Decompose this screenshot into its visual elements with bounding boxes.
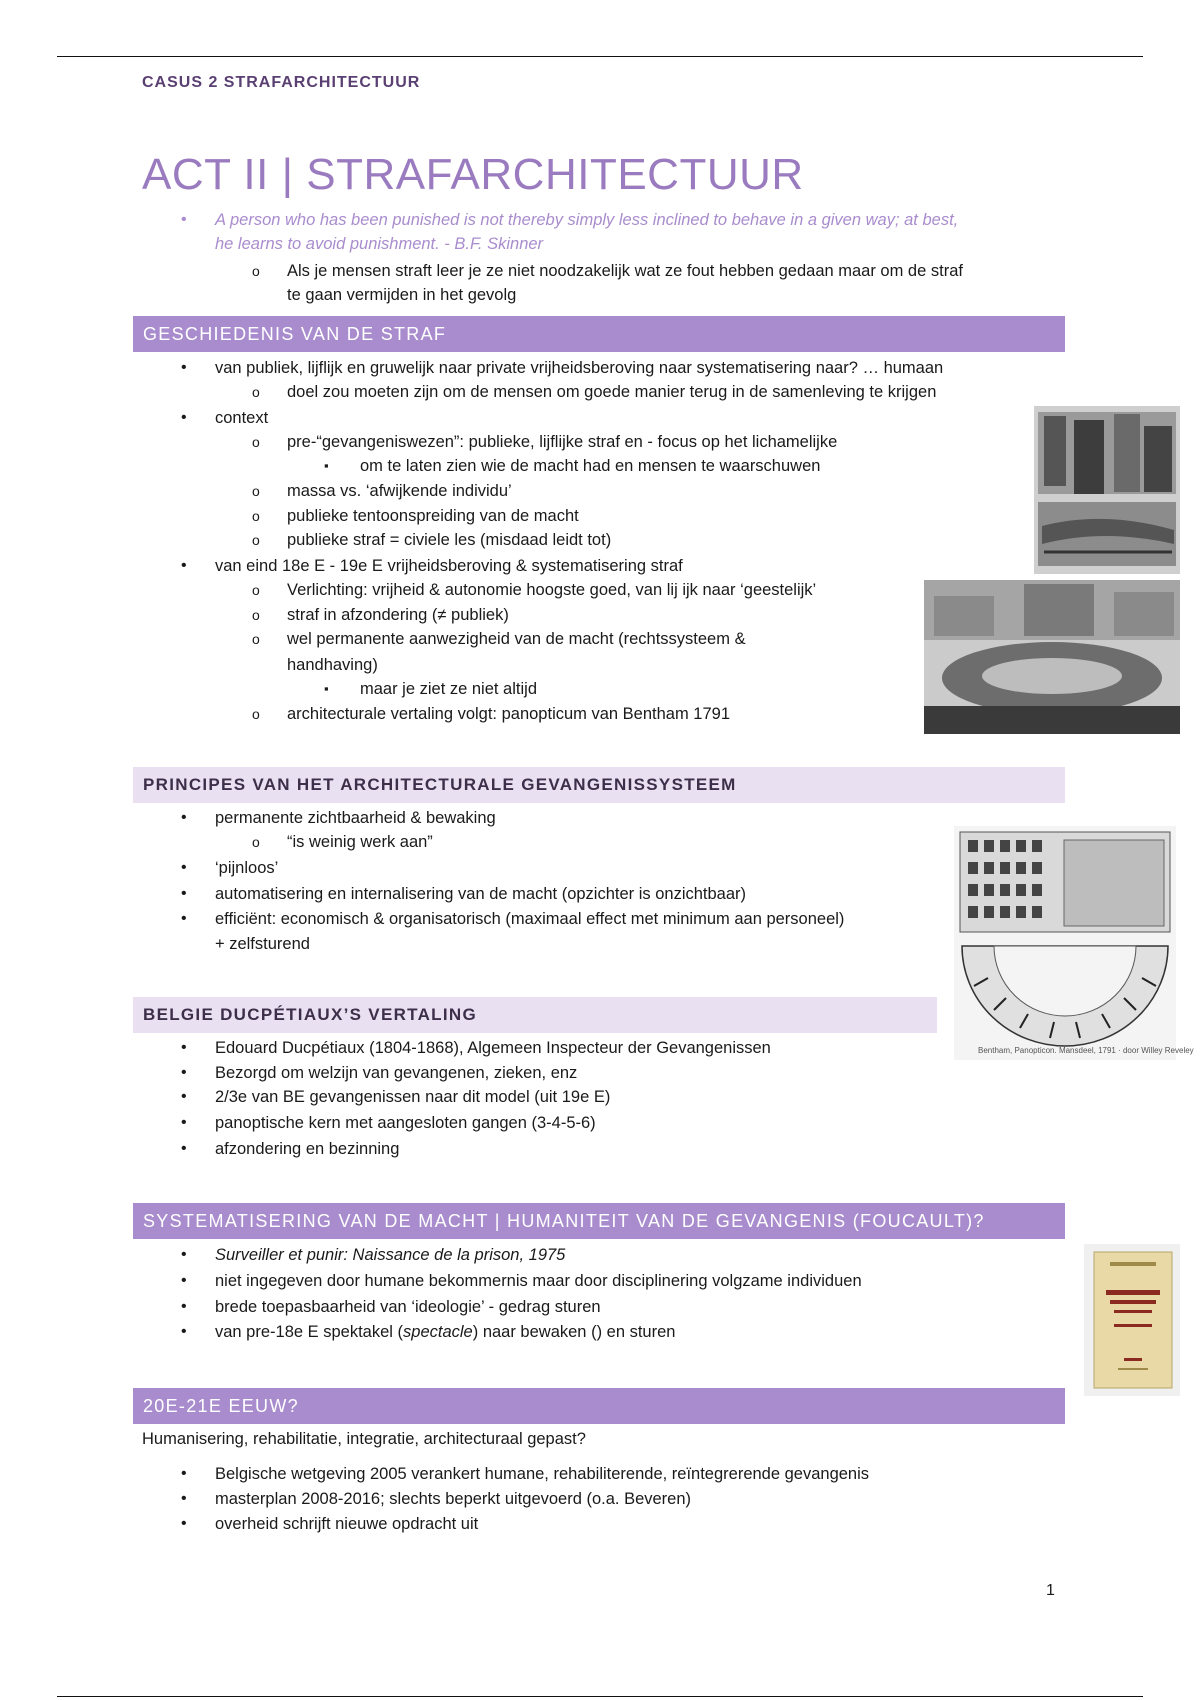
list-item-text: + zelfsturend (215, 935, 310, 953)
list-item-text: overheid schrijft nieuwe opdracht uit (215, 1515, 479, 1533)
quote-text-1: A person who has been punished is not thereby simply less inclined to behave in a given way; at best, (215, 211, 959, 229)
list-item-text-part: ) naar bewaken () en sturen (472, 1323, 676, 1341)
list-item-text: massa vs. ‘afwijkende individu’ (287, 482, 512, 500)
bottom-rule (57, 1696, 1143, 1697)
list-item-text: “is weinig werk aan” (287, 833, 433, 851)
page-number: 1 (1046, 1582, 1055, 1599)
list-item-text: niet ingegeven door humane bekommernis maar door disciplinering volgzame individuen (215, 1272, 862, 1290)
list-item-text: handhaving) (287, 656, 378, 674)
list-item-text: afzondering en bezinning (215, 1140, 400, 1158)
list-item-text: panoptische kern met aangesloten gangen (3-4-5-6) (215, 1114, 596, 1132)
section-heading-principes: PRINCIPES VAN HET ARCHITECTURALE GEVANGENISSYSTEEM (133, 767, 1065, 803)
section-intro: Humanisering, rehabilitatie, integratie, architecturaal gepast? (142, 1430, 586, 1448)
list-item-text: Belgische wetgeving 2005 verankert humane, rehabiliterende, reïntegrerende gevangenis (215, 1465, 870, 1483)
woodcut-image (1034, 406, 1180, 574)
list-item-text: masterplan 2008-2016; slechts beperkt uitgevoerd (o.a. Beveren) (215, 1490, 692, 1508)
list-item-text: maar je ziet ze niet altijd (360, 680, 537, 698)
list-item-text: publieke tentoonspreiding van de macht (287, 507, 579, 525)
list-item-text: Edouard Ducpétiaux (1804-1868), Algemeen Inspecteur der Gevangenissen (215, 1039, 771, 1057)
list-item-text (215, 1320, 675, 1344)
list-item-text: wel permanente aanwezigheid van de macht (rechtssysteem & (287, 630, 746, 648)
list-item-text: Bezorgd om welzijn van gevangenen, zieken, enz (215, 1064, 578, 1082)
intro-sub-2: te gaan vermijden in het gevolg (287, 286, 517, 304)
list-item-text: straf in afzondering (≠ publiek) (287, 606, 509, 624)
section-heading-belgie: BELGIE DUCPÉTIAUX’S VERTALING (133, 997, 937, 1033)
panopticon-caption: Bentham, Panopticon. Mansdeel, 1791 · door Willey Reveley (978, 1046, 1194, 1055)
list-item-text: ‘pijnloos’ (215, 859, 279, 877)
quote-text-2: he learns to avoid punishment. - B.F. Skinner (215, 235, 544, 253)
list-item-text-part: van pre-18e E spektakel ( (215, 1323, 404, 1341)
page-title: ACT II | STRAFARCHITECTUUR (142, 150, 804, 199)
list-item-text: brede toepasbaarheid van ‘ideologie’ - gedrag sturen (215, 1298, 601, 1316)
list-item-text-italic: spectacle (403, 1323, 473, 1341)
list-item-text: om te laten zien wie de macht had en mensen te waarschuwen (360, 457, 821, 475)
list-item-text: 2/3e van BE gevangenissen naar dit model (uit 19e E) (215, 1088, 611, 1106)
list-item-text: context (215, 409, 269, 427)
public-square-image (924, 580, 1180, 734)
list-item-text: Surveiller et punir: Naissance de la prison, 1975 (215, 1246, 566, 1264)
list-item-text: doel zou moeten zijn om de mensen om goede manier terug in de samenleving te krijgen (287, 383, 937, 401)
list-item-text: architecturale vertaling volgt: panopticum van Bentham 1791 (287, 705, 731, 723)
list-item-text: permanente zichtbaarheid & bewaking (215, 809, 496, 827)
intro-sub-1: Als je mensen straft leer je ze niet noodzakelijk wat ze fout hebben gedaan maar om de straf (287, 262, 963, 280)
section-heading-geschiedenis: GESCHIEDENIS VAN DE STRAF (133, 316, 1065, 352)
section-heading-systematisering: SYSTEMATISERING VAN DE MACHT | HUMANITEIT VAN DE GEVANGENIS (FOUCAULT)? (133, 1203, 1065, 1239)
book-cover-image (1084, 1244, 1180, 1396)
top-rule (57, 56, 1143, 57)
list-item-text: automatisering en internalisering van de macht (opzichter is onzichtbaar) (215, 885, 747, 903)
list-item-text: publieke straf = civiele les (misdaad leidt tot) (287, 531, 612, 549)
list-item-text: efficiënt: economisch & organisatorisch (maximaal effect met minimum aan personeel) (215, 910, 845, 928)
running-head: CASUS 2 STRAFARCHITECTUUR (142, 74, 421, 91)
list-item-text: van eind 18e E - 19e E vrijheidsberoving & systematisering straf (215, 557, 683, 575)
list-item-text: pre-“gevangeniswezen”: publieke, lijflijke straf en - focus op het lichamelijke (287, 433, 838, 451)
list-item-text: Verlichting: vrijheid & autonomie hoogste goed, van lij ijk naar ‘geestelijk’ (287, 581, 817, 599)
panopticon-image (954, 826, 1176, 1060)
list-item-text: van publiek, lijflijk en gruwelijk naar private vrijheidsberoving naar systematisering naar? … humaan (215, 359, 944, 377)
section-heading-20e-21e-eeuw: 20E-21E EEUW? (133, 1388, 1065, 1424)
